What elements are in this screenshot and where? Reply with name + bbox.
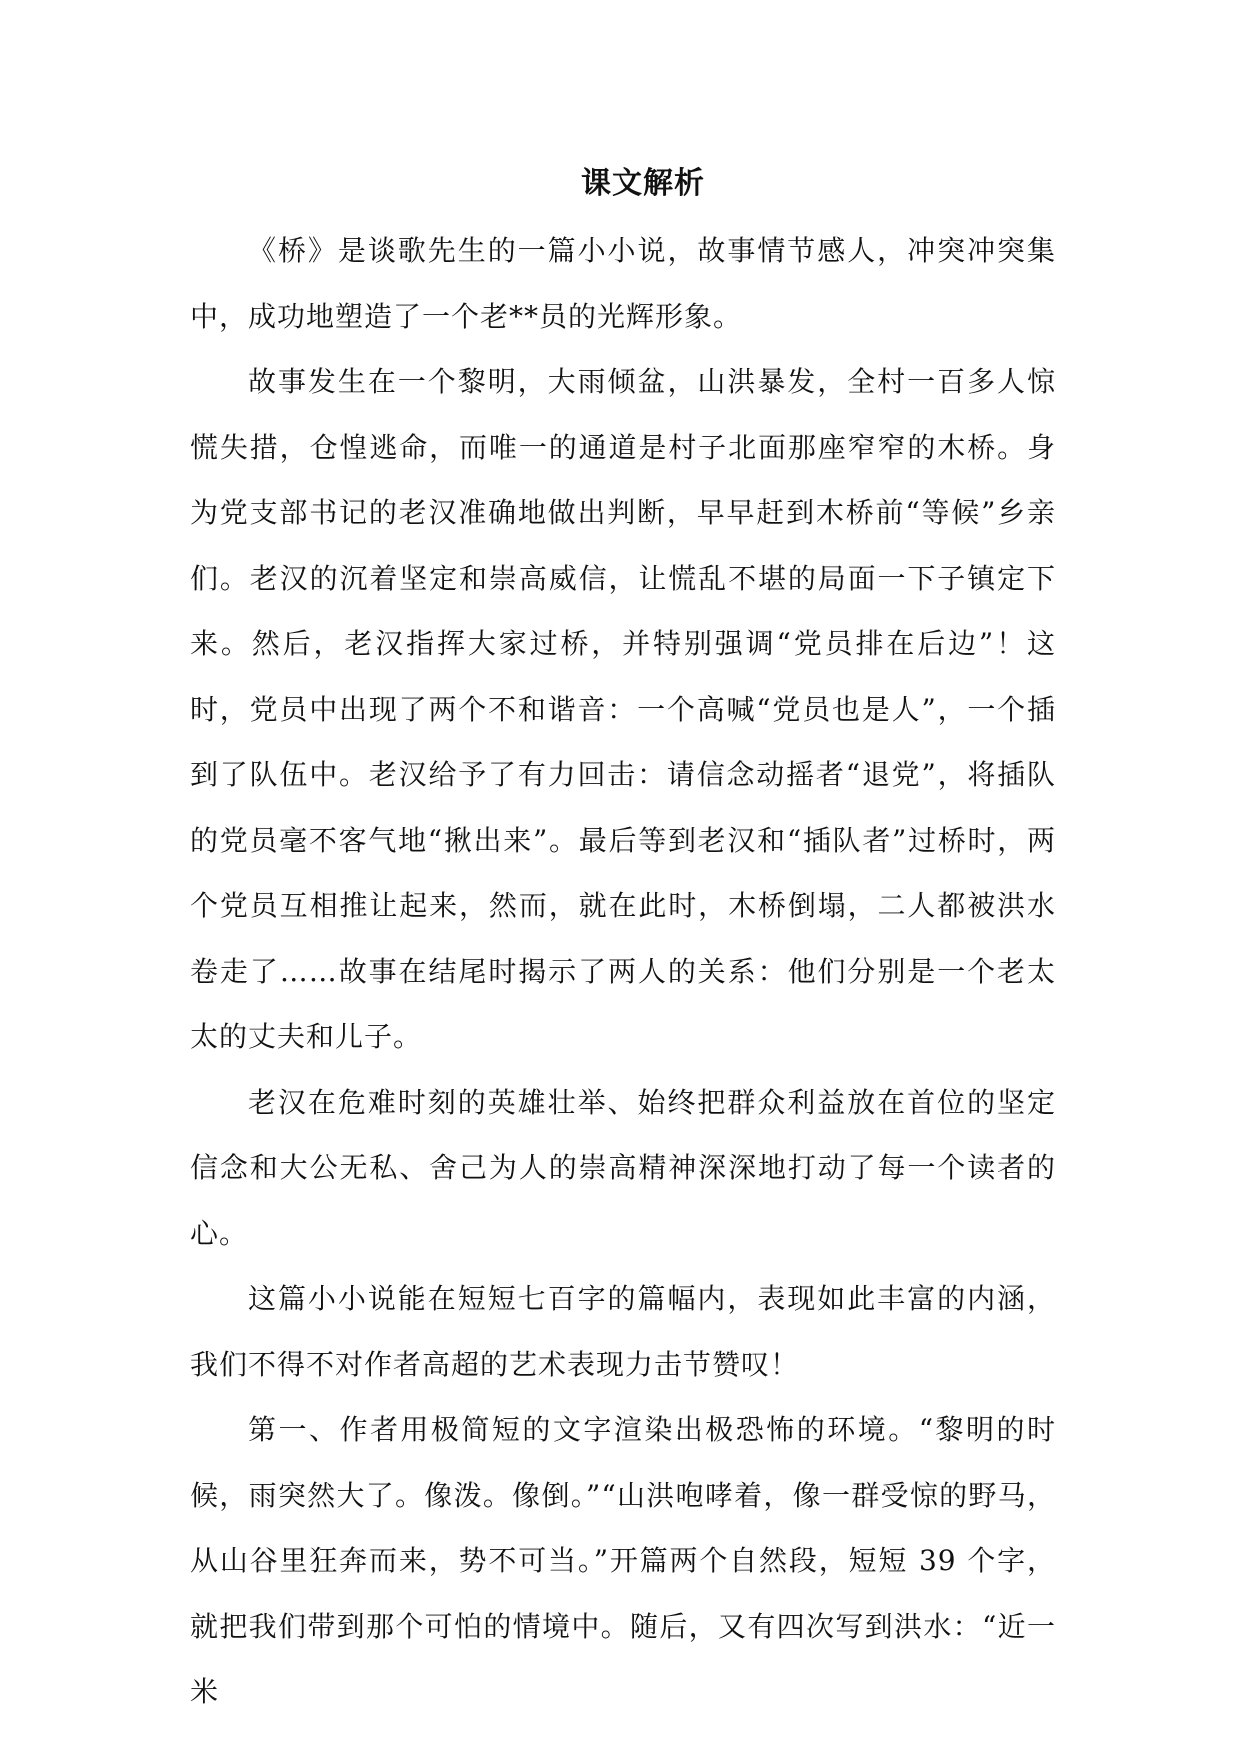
paragraph-point-one: 第一、作者用极简短的文字渲染出极恐怖的环境。“黎明的时候，雨突然大了。像泼。像倒。”“山洪咆哮着，像一群受惊的野马，从山谷里狂奔而来，势不可当。”开篇两个自然段，短短 39 个字，就把我们带到那个可怕的情境中。随后，又有四次写到洪水：“近一米 [190,1413,1056,1708]
document-page [190,150,1056,1725]
paragraph-art-praise: 这篇小小说能在短短七百字的篇幅内，表现如此丰富的内涵，我们不得不对作者高超的艺术表现力击节赞叹！ [190,1282,1056,1381]
document-title: 课文解析 [581,166,705,201]
paragraph-intro: 《桥》是谈歌先生的一篇小小说，故事情节感人，冲突冲突集中，成功地塑造了一个老**员的光辉形象。 [190,234,1056,333]
paragraph-story-summary: 故事发生在一个黎明，大雨倾盆，山洪暴发，全村一百多人惊慌失措，仓惶逃命，而唯一的通道是村子北面那座窄窄的木桥。身为党支部书记的老汉准确地做出判断，早早赶到木桥前“等候”乡亲们。老汉的沉着坚定和崇高威信，让慌乱不堪的局面一下子镇定下来。然后，老汉指挥大家过桥，并特别强调“党员排在后边”！这时，党员中出现了两个不和谐音：一个高喊“党员也是人”，一个插到了队伍中。老汉给予了有力回击：请信念动摇者“退党”，将插队的党员毫不客气地“揪出来”。最后等到老汉和“插队者”过桥时，两个党员互相推让起来，然而，就在此时，木桥倒塌，二人都被洪水卷走了……故事在结尾时揭示了两人的关系：他们分别是一个老太太的丈夫和儿子。 [190,365,1056,1053]
paragraph-hero-spirit: 老汉在危难时刻的英雄壮举、始终把群众利益放在首位的坚定信念和大公无私、舍己为人的崇高精神深深地打动了每一个读者的心。 [190,1085,1056,1250]
